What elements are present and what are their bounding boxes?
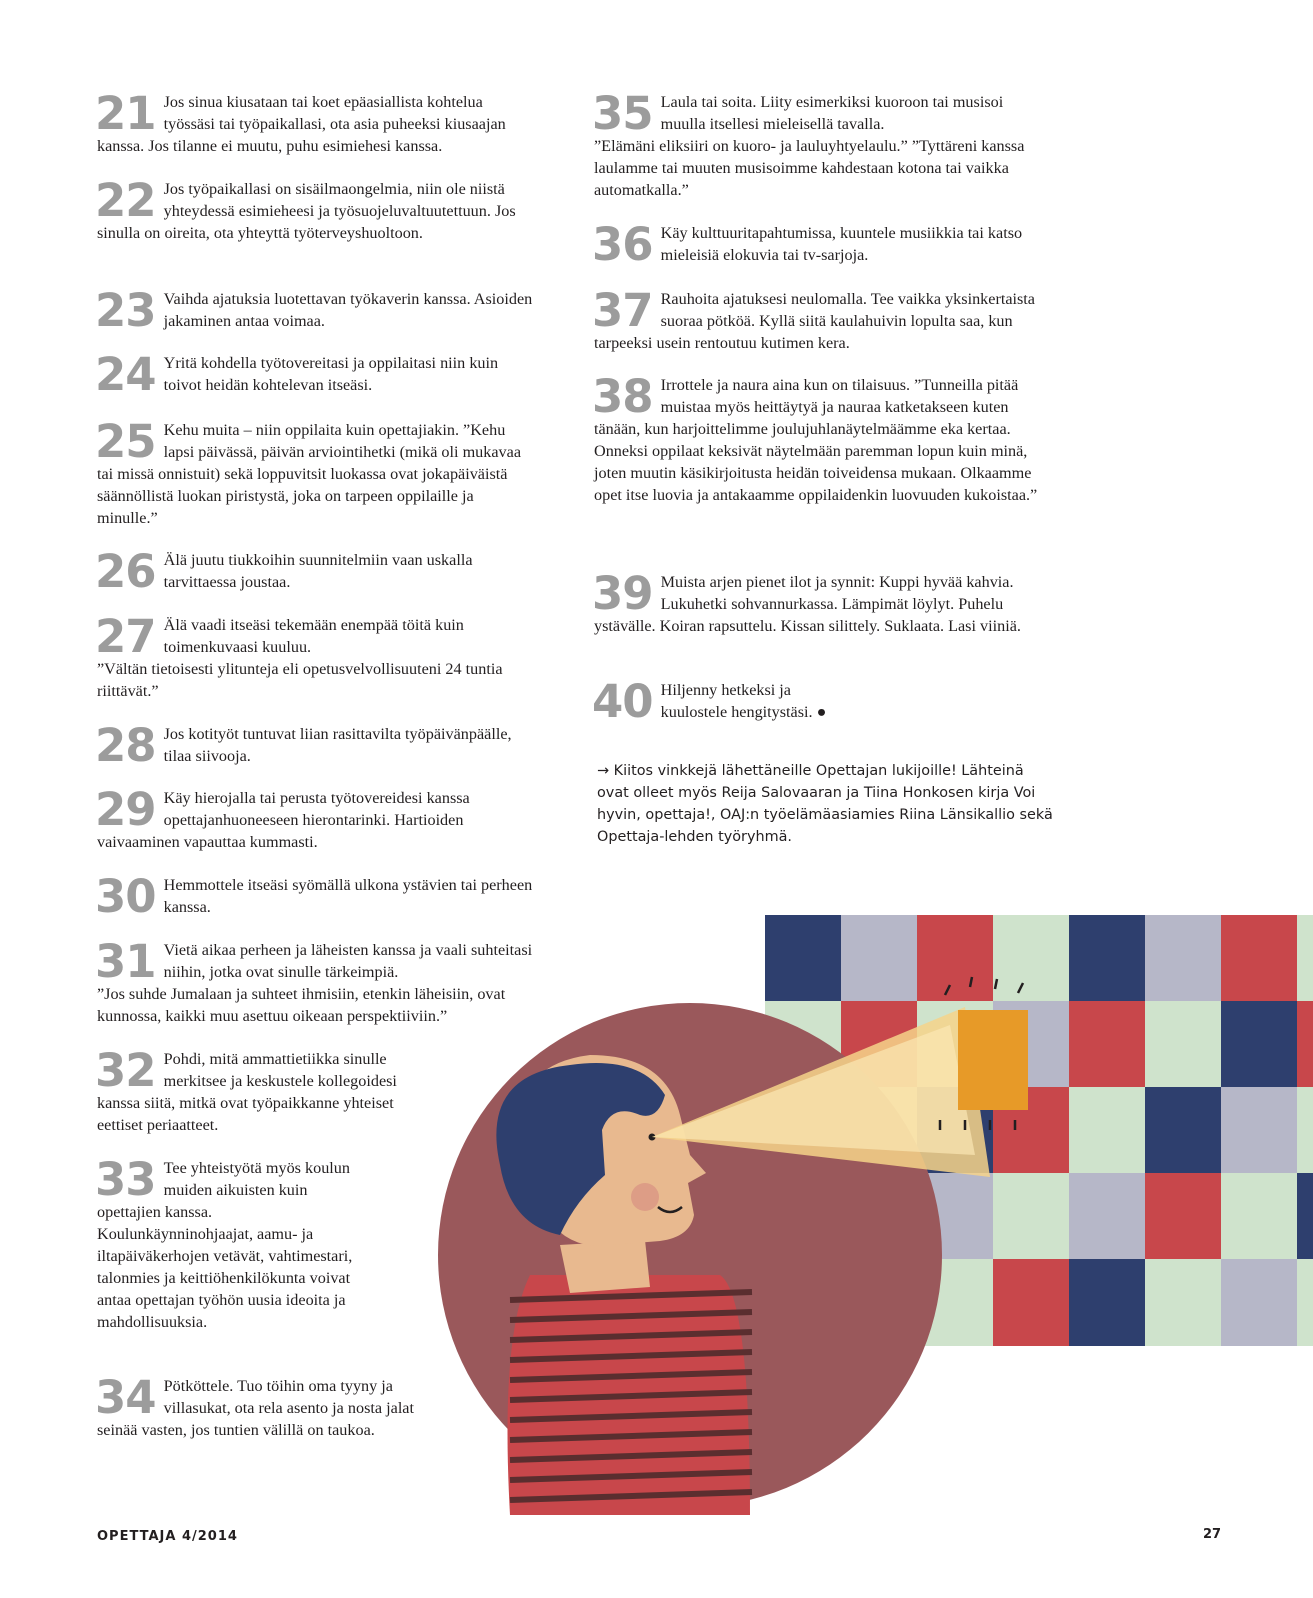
tip-text: Tee yhteistyötä myös koulun muiden aikuisten kuin opettajien kanssa. Koulunkäynninohjaajat, aamu- ja iltapäiväkerhojen vetävät, vahtimestari, talonmies ja keittiöhenkilökunta voivat antaa opettajan työhön uusia ideoita ja mahdollisuuksia. bbox=[97, 1159, 353, 1331]
grid-cell bbox=[1221, 1087, 1298, 1174]
grid-cell bbox=[841, 915, 918, 1002]
grid-cell bbox=[1069, 1001, 1146, 1088]
tip-22 bbox=[95, 174, 537, 244]
tip-number: 36 bbox=[592, 218, 653, 271]
credits bbox=[597, 760, 1057, 848]
tip-number: 27 bbox=[95, 610, 156, 663]
tip-text: Jos sinua kiusataan tai koet epäasiallista kohtelua työssäsi tai työpaikallasi, ota asia puheeksi kiusaajan kanssa. Jos tilanne ei muutu, puhu esimiehesi kanssa. bbox=[97, 93, 506, 155]
tip-quote: ”Vältän tietoisesti ylitunteja eli opetusvelvollisuuteni 24 tuntia riittävät.” bbox=[97, 660, 503, 700]
tip-number: 35 bbox=[592, 87, 653, 140]
tip-text: Laula tai soita. Liity esimerkiksi kuoroon tai musisoi muulla itsellesi mieleisellä tavalla. bbox=[660, 93, 1004, 133]
grid-cell bbox=[1297, 1087, 1313, 1174]
tip-27 bbox=[95, 610, 537, 702]
grid-cell bbox=[1069, 915, 1146, 1002]
grid-cell bbox=[1145, 1001, 1222, 1088]
tip-text: Jos työpaikallasi on sisäilmaongelmia, niin ole niistä yhteydessä esimieheesi ja työsuojeluvaltuutettuun. Jos sinulla on oireita, ota yhteyttä työterveyshuoltoon. bbox=[97, 180, 516, 242]
tip-number: 23 bbox=[95, 284, 156, 337]
tip-number: 22 bbox=[95, 174, 156, 227]
tip-35 bbox=[592, 87, 1039, 201]
tip-number: 26 bbox=[95, 545, 156, 598]
credits-text: Kiitos vinkkejä lähettäneille Opettajan lukijoille! Lähteinä ovat olleet myös Reija Salovaaran ja Tiina Honkosen kirja Voi hyvin, opettaja!, OAJ:n työelämäasiamies Riina Länsikallio sekä Opettaja-lehden työryhmä. bbox=[597, 763, 1053, 845]
grid-cell bbox=[917, 915, 994, 1002]
sweater bbox=[508, 1275, 753, 1515]
grid-cell bbox=[1069, 1087, 1146, 1174]
cheek bbox=[631, 1183, 659, 1211]
tip-text: Vietä aikaa perheen ja läheisten kanssa ja vaali suhteitasi niihin, jotka ovat sinulle tärkeimpiä. bbox=[163, 941, 533, 981]
tip-number: 37 bbox=[592, 284, 653, 337]
tip-25 bbox=[95, 415, 537, 529]
tip-39 bbox=[592, 567, 1039, 637]
tip-text: Vaihda ajatuksia luotettavan työkaverin kanssa. Asioiden jakaminen antaa voimaa. bbox=[163, 290, 533, 330]
tip-text: Jos kotityöt tuntuvat liian rasittavilta työpäivänpäälle, tilaa siivooja. bbox=[163, 725, 512, 765]
tip-text: Yritä kohdella työtovereitasi ja oppilaitasi niin kuin toivot heidän kohtelevan itseäsi. bbox=[163, 354, 499, 394]
tip-32 bbox=[95, 1044, 427, 1136]
tip-number: 34 bbox=[95, 1371, 156, 1424]
grid-cell bbox=[765, 915, 842, 1002]
tip-text: Älä juutu tiukkoihin suunnitelmiin vaan uskalla tarvittaessa joustaa. bbox=[163, 551, 473, 591]
tip-quote: ”Elämäni eliksiiri on kuoro- ja lauluyhtyelaulu.” ”Tyttäreni kanssa laulamme tai muuten musisoimme kahdestaan kotona tai vaikka automatkalla.” bbox=[594, 137, 1025, 199]
illustration bbox=[390, 915, 1313, 1515]
tip-number: 38 bbox=[592, 370, 653, 423]
tip-number: 29 bbox=[95, 783, 156, 836]
tip-36 bbox=[592, 218, 1039, 271]
grid-cell bbox=[1145, 915, 1222, 1002]
tip-text: Käy kulttuuritapahtumissa, kuuntele musiikkia tai katso mieleisiä elokuvia tai tv-sarjoja. bbox=[660, 224, 1023, 264]
tip-37 bbox=[592, 284, 1039, 354]
tip-29 bbox=[95, 783, 537, 853]
grid-cell bbox=[1297, 1259, 1313, 1346]
tip-text: Pötköttele. Tuo töihin oma tyyny ja villasukat, ota rela asento ja nosta jalat seinää vasten, jos tuntien välillä on taukoa. bbox=[97, 1377, 414, 1439]
footer-page-number: 27 bbox=[1203, 1527, 1222, 1542]
illustration-svg bbox=[390, 915, 1313, 1515]
tip-quote: ”Jos suhde Jumalaan ja suhteet ihmisiin, etenkin läheisiin, ovat kunnossa, kaikki muu asettuu oikeaan perspektiiviin.” bbox=[97, 985, 506, 1025]
tip-text: Muista arjen pienet ilot ja synnit: Kuppi hyvää kahvia. Lukuhetki sohvannurkassa. Lämpimät löylyt. Puhelu ystävälle. Koiran rapsuttelu. Kissan silittely. Suklaata. Lasi viiniä. bbox=[594, 573, 1021, 635]
tip-number: 30 bbox=[95, 870, 156, 923]
tip-number: 32 bbox=[95, 1044, 156, 1097]
tip-33 bbox=[95, 1153, 355, 1333]
tip-38 bbox=[592, 370, 1050, 506]
tip-number: 39 bbox=[592, 567, 653, 620]
grid-cell bbox=[993, 1259, 1070, 1346]
grid-cell bbox=[1069, 1173, 1146, 1260]
tip-text: Hemmottele itseäsi syömällä ulkona ystävien tai perheen kanssa. bbox=[163, 876, 533, 916]
tip-number: 40 bbox=[592, 675, 653, 728]
tip-number: 31 bbox=[95, 935, 156, 988]
tip-text: Kehu muita – niin oppilaita kuin opettajiakin. ”Kehu lapsi päivässä, päivän arviointihetki (mikä oli mukavaa tai missä onnistuit) sekä loppuvitsit luokassa ovat jokapäiväistä säännöllistä luokan piristystä, joka on tarpeen oppilaille ja minulle.” bbox=[97, 421, 521, 527]
neck bbox=[560, 1240, 650, 1293]
tip-text: Älä vaadi itseäsi tekemään enempää töitä kuin toimenkuvaasi kuuluu. bbox=[163, 616, 464, 656]
footer-magazine: OPETTAJA 4/2014 bbox=[97, 1529, 238, 1544]
grid-cell bbox=[1297, 915, 1313, 1002]
tip-23 bbox=[95, 284, 537, 337]
grid-cell bbox=[1145, 1259, 1222, 1346]
highlight-square bbox=[958, 1010, 1028, 1110]
tip-26 bbox=[95, 545, 537, 598]
arrow-icon: → bbox=[597, 763, 610, 779]
tip-text: Irrottele ja naura aina kun on tilaisuus. ”Tunneilla pitää muistaa myös heittäytyä ja nauraa katketakseen kuten tänään, kun harjoittelimme joulujuhlanäytelmäämme eka kertaa. Onneksi oppilaat keksivät näytelmään paremman lopun kuin minä, joten muutin käsikirjoitusta heidän toiveidensa mukaan. Olkaamme opet itse luovia ja antakaamme oppilaidenkin luovuuden kukoistaa.” bbox=[594, 376, 1038, 504]
tip-text: Käy hierojalla tai perusta työtovereidesi kanssa opettajanhuoneeseen hierontarinki. Hartioiden vaivaaminen vapauttaa kummasti. bbox=[97, 789, 470, 851]
tip-30 bbox=[95, 870, 537, 923]
grid-cell bbox=[1297, 1173, 1313, 1260]
grid-cell bbox=[1221, 915, 1298, 1002]
tip-21 bbox=[95, 87, 537, 157]
grid-cell bbox=[1221, 1173, 1298, 1260]
grid-cell bbox=[993, 1173, 1070, 1260]
tip-number: 25 bbox=[95, 415, 156, 468]
tip-40 bbox=[592, 675, 844, 728]
tip-text: Pohdi, mitä ammattietiikka sinulle merkitsee ja keskustele kollegoidesi kanssa siitä, mitkä ovat työpaikkanne yhteiset eettiset periaatteet. bbox=[97, 1050, 397, 1134]
tip-number: 28 bbox=[95, 719, 156, 772]
grid-cell bbox=[1221, 1001, 1298, 1088]
tip-number: 24 bbox=[95, 348, 156, 401]
grid-cell bbox=[1145, 1173, 1222, 1260]
tip-text: Rauhoita ajatuksesi neulomalla. Tee vaikka yksinkertaista suoraa pötköä. Kyllä siitä kaulahuivin lopulta saa, kun tarpeeksi usein rentoutuu kutimen kera. bbox=[594, 290, 1035, 352]
tip-number: 21 bbox=[95, 87, 156, 140]
tip-number: 33 bbox=[95, 1153, 156, 1206]
grid-cell bbox=[1297, 1001, 1313, 1088]
tip-28 bbox=[95, 719, 537, 772]
grid-cell bbox=[993, 915, 1070, 1002]
grid-cell bbox=[1069, 1259, 1146, 1346]
tip-24 bbox=[95, 348, 537, 401]
tip-text: Hiljenny hetkeksi ja kuulostele hengitystäsi. ● bbox=[660, 681, 827, 721]
grid-cell bbox=[1221, 1259, 1298, 1346]
grid-cell bbox=[1145, 1087, 1222, 1174]
